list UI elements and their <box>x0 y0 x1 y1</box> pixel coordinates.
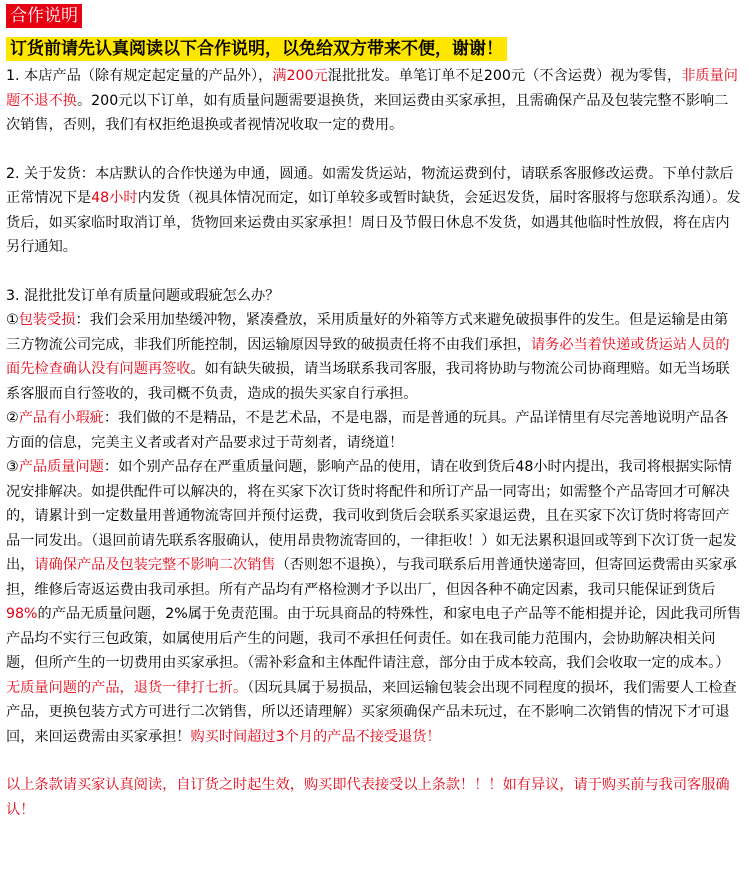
clause-2 <box>6 162 742 260</box>
packaging-highlight: 请确保产品及包装完整不影响二次销售 <box>34 557 276 573</box>
clause-3-item-3 <box>6 455 742 749</box>
item-1-text: 。如有缺失破损，请当场联系我司客服，我司将协助与物流公司协商理赔。如无当场联系客服而自行签收的，我司概不负责，造成的损失买家自行承担。 <box>6 361 730 402</box>
item-2-text: ：我们做的不是精品，不是艺术品，不是电器，而是普通的玩具。产品详情里有尽完善地说明产品各方面的信息，完美主义者或者对产品要求过于苛刻者，请绕道！ <box>6 410 729 451</box>
clause-1-text: 。200元以下订单，如有质量问题需要退换货，来回运费由买家承担，且需确保产品及包装完整不影响二次销售，否则，我们有权拒绝退换或者视情况收取一定的费用。 <box>6 92 729 133</box>
clause-1-text: 1. 本店产品（除有规定起定量的产品外）， <box>6 68 273 84</box>
footer-statement: 以上条款请买家认真阅读，自订货之时起生效，购买即代表接受以上条款！！！如有异议，请于购买前与我司客服确认！ <box>6 777 730 818</box>
item-1-label: 包装受损 <box>18 312 76 328</box>
clause-1 <box>6 64 742 138</box>
clause-3-heading: 3. 混批批发订单有质量问题或瑕疵怎么办？ <box>6 287 280 304</box>
no-return-highlight: 非质量问题不退不换 <box>6 68 738 109</box>
item-3-text: （否则恕不退换），与我司联系后用普通快递寄回，但寄回运费需由买家承担，维修后寄返运费由我司承担。所有产品均有严格检测才予以出厂，但因各种不确定因素，我司只能保证到货后 <box>6 557 737 598</box>
item-3-text: （因玩具属于易损品，来回运输包装会出现不同程度的损坏，我们需要人工检查产品，更换包装方式方可进行二次销售，所以还请理解）买家须确保产品未玩过，在不影响二次销售的情况下才可退回，来回运费需由买家承担！ <box>6 679 737 745</box>
item-3-text: ：如个别产品存在严重质量问题，影响产品的使用，请在收到货后48小时内提出，我司将根据实际情况安排解决。如提供配件可以解决的，将在买家下次订货时将配件和所订产品一同寄出；如需整个产品寄回才可解决的，请累计到一定数量用普通物流寄回并预付运费，我司收到货后会联系买家退运费，且在买家下次订货时将寄回产品一同发出。（退回前请先联系客服确认，使用昂贵物流寄回的，一律拒收！）如无法累积退回或等到下次订货一起发出， <box>6 459 737 573</box>
terms-content <box>6 64 742 822</box>
quality-percent-highlight: 98% <box>6 606 38 622</box>
clause-1-text: 混批批发。单笔订单不足200元（不含运费）视为零售， <box>327 68 682 84</box>
notice-banner: 订货前请先认真阅读以下合作说明，以免给双方带来不便，谢谢！ <box>6 37 507 61</box>
shipping-time-highlight: 48小时 <box>91 190 138 206</box>
item-2-label: 产品有小瑕疵 <box>18 410 104 426</box>
section-title: 合作说明 <box>6 4 82 28</box>
inspect-highlight: 请务必当着快递或货运站人员的面先检查确认没有问题再签收 <box>6 336 730 377</box>
item-1-text: ：我们会采用加垫缓冲物，紧凑叠放，采用质量好的外箱等方式来避免破损事件的发生。但是运输是由第三方物流公司完成，非我们所能控制，因运输原因导致的破损责任将不由我们承担， <box>6 312 729 353</box>
item-marker: ① <box>6 312 19 328</box>
return-window-highlight: 购买时间超过3个月的产品不接受退货！ <box>190 728 441 745</box>
clause-2-text: 2. 关于发货：本店默认的合作快递为申通，圆通。如需发货运站，物流运费到付，请联系客服修改运费。下单付款后正常情况下是 <box>6 165 734 206</box>
discount-highlight: 无质量问题的产品，退货一律打七折。 <box>6 679 248 696</box>
item-marker: ③ <box>6 459 19 475</box>
item-3-text: 的产品无质量问题，2%属于免责范围。由于玩具商品的特殊性，和家电电子产品等不能相提并论，因此我司所售产品均不实行三包政策，如属使用后产生的问题，我司不承担任何责任。如在我司能力范围内，会协助解决相关问题，但所产生的一切费用由买家承担。（需补彩盒和主体配件请注意，部分由于成本较高，我们会收取一定的成本。） <box>6 606 742 671</box>
item-3-label: 产品质量问题 <box>18 459 104 475</box>
clause-2-text: 内发货（视具体情况而定，如订单较多或暂时缺货，会延迟发货，届时客服将与您联系沟通）。发货后，如买家临时取消订单，货物回来运费由买家承担！周日及节假日休息不发货，如遇其他临时性放假，将在店内另行通知。 <box>6 190 741 255</box>
clause-3-item-1 <box>6 308 742 406</box>
min-order-highlight: 满200元 <box>272 68 328 84</box>
clause-3-item-2 <box>6 406 742 455</box>
item-marker: ② <box>6 410 19 426</box>
